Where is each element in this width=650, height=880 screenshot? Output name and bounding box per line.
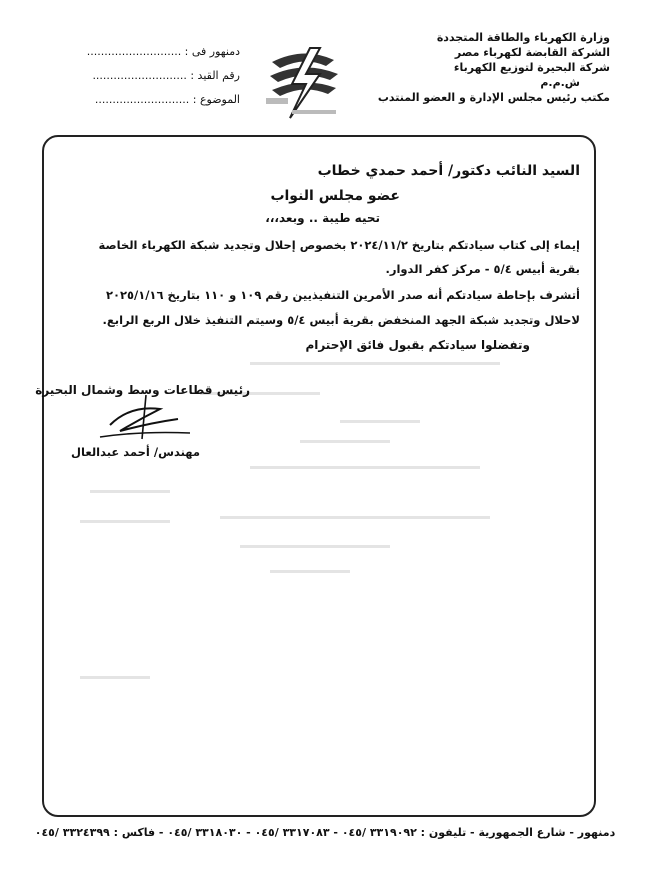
city-date-field: دمنهور فى : ........................... — [86, 45, 240, 58]
salutation: السيد النائب دكتور/ أحمد حمدي خطاب — [317, 163, 580, 179]
paragraph-2-line-2: لاحلال وتجديد شبكة الجهد المنخفض بقرية أبيس ٥/٤ وسيتم التنفيذ خلال الربع الرابع. — [102, 313, 580, 327]
signatory-title: رئيس قطاعات وسط وشمال البحيرة — [35, 383, 250, 397]
company-type-line: ش.م.م — [540, 76, 580, 89]
holding-company-line: الشركة القابضة لكهرباء مصر — [454, 46, 610, 59]
organization-header — [370, 30, 610, 105]
footer-contact: دمنهور - شارع الجمهورية - تليفون : ٣٣١٩٠٩٢ /٠٤٥ - ٣٣١٧٠٨٣ /٠٤٥ - ٣٣١٨٠٣٠ /٠٤٥ - فاكس : ٣٣٢٤٣٩٩ /٠٤٥ — [34, 826, 616, 839]
signatory-name: مهندس/ أحمد عبدالعال — [71, 445, 200, 459]
paragraph-1-line-1: إيماء إلى كتاب سيادتكم بتاريخ ٢٠٢٤/١١/٢ بخصوص إحلال وتجديد شبكة الكهرباء الخاصة — [98, 238, 580, 252]
closing-line: وتفضلوا سيادتكم بقبول فائق الإحترام — [305, 338, 530, 352]
reference-fields — [40, 40, 240, 112]
paragraph-2-line-1: أتشرف بإحاطة سيادتكم أنه صدر الأمرين التنفيذيين رقم ١٠٩ و ١١٠ بتاريخ ٢٠٢٥/١/١٦ — [105, 288, 580, 302]
registration-number-field: رقم القيد : ........................... — [92, 69, 240, 82]
office-line: مكتب رئيس مجلس الإدارة و العضو المنتدب — [377, 91, 610, 104]
subject-field: الموضوع : ........................... — [94, 93, 240, 106]
company-line: شركة البحيرة لتوزيع الكهرباء — [453, 61, 610, 74]
greeting: تحيه طيبة .. وبعد،،، — [265, 211, 380, 225]
ministry-line: وزارة الكهرباء والطاقة المتجددة — [436, 31, 610, 44]
recipient-position: عضو مجلس النواب — [270, 188, 400, 204]
company-logo — [262, 44, 346, 122]
paragraph-1-line-2: بقرية أبيس ٥/٤ - مركز كفر الدوار. — [385, 262, 580, 276]
